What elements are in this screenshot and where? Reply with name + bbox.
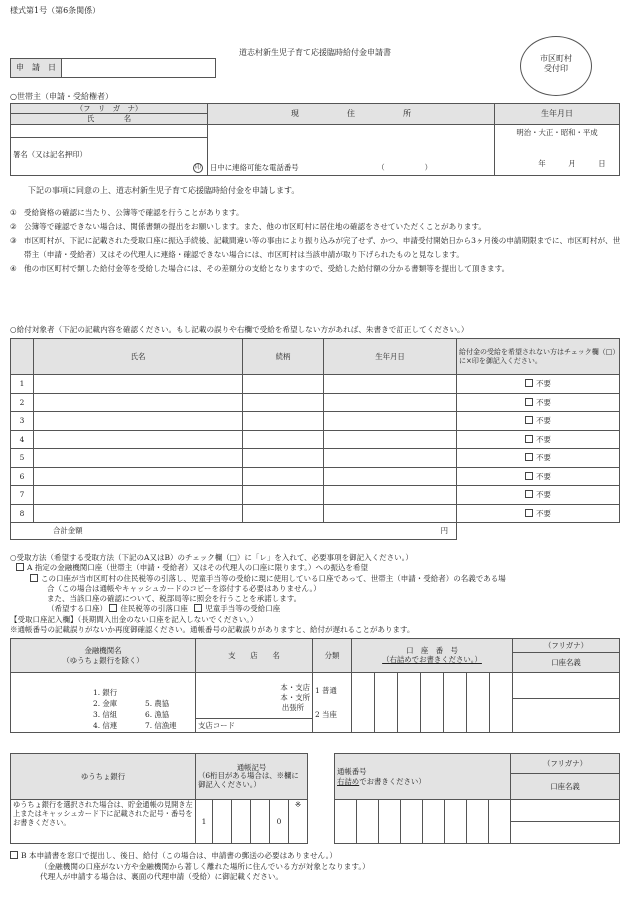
dob-label: 生年月日 [495, 104, 620, 125]
preferred-account: （希望する口座） 住民税等の引落口座 児童手当等の受給口座 [47, 604, 281, 614]
option-b-section [10, 851, 625, 883]
option-a-sub-line: また、当該口座の確認について、税部局等に照会を行うことを承諾します。 [47, 594, 302, 604]
note-item: ④ 他の市区町村で類した給付金等を受給した場合には、その差額分の支給となりますので、受給した給付額の分かる書類等を提出して頂きます。 [10, 264, 510, 273]
bank-inst-label: 金融機関名 （ゆうちょ銀行を除く） [11, 639, 196, 673]
acc-digit[interactable] [375, 673, 398, 733]
col-name: 氏名 [34, 339, 243, 375]
option-a-checkbox[interactable]: A 指定の金融機関口座（世帯主（申請・受給者）又はその代理人の口座に限ります。）への振込を希望 [10, 563, 625, 573]
form-title: 道志村新生児子育て応援臨時給付金申請書 [239, 48, 391, 57]
seal-mark: 印 [194, 163, 201, 171]
account-entry-label: 【受取口座記入欄】（長期間入出金のない口座を記入しないでください。） [10, 614, 258, 624]
option-b-note: （金融機関の口座がない方や金融機関から著しく離れた場所に住んでいる方が対象となります。） [40, 861, 370, 871]
bank-furigana-field[interactable] [513, 673, 620, 699]
yucho-furigana-field[interactable] [511, 800, 620, 822]
yucho-num-digit[interactable] [335, 800, 357, 844]
yucho-num-digit[interactable] [379, 800, 401, 844]
era-options[interactable]: 明治・大正・昭和・平成 [516, 127, 598, 137]
col-relation: 続柄 [243, 339, 324, 375]
apply-date-table [10, 58, 216, 78]
bank-furigana-label: （フリガナ） [513, 639, 620, 653]
option-a-sub-line: 合（この場合は通帳やキャッシュカードのコピーを添付する必要はありません。） [47, 583, 321, 593]
table-row: 2 不要 [11, 393, 620, 412]
stamp-line1: 市区町村 [540, 54, 572, 63]
day-label: 日 [598, 158, 606, 168]
yucho-code-digit[interactable] [251, 800, 270, 844]
col-decline: 給付金の受給を希望されない方はチェック欄（□）に×印を御記入ください。 [457, 339, 620, 375]
total-label: 合計金額 [53, 526, 83, 536]
table-row: 4 不要 [11, 430, 620, 449]
apply-date-label: 申 請 日 [11, 59, 62, 78]
yucho-table [10, 753, 620, 844]
yucho-num-digit[interactable] [445, 800, 467, 844]
householder-table [10, 103, 620, 176]
child-allowance-checkbox[interactable]: 児童手当等の受給口座 [194, 604, 280, 613]
row-number-header [11, 339, 34, 375]
target-heading: ○給付対象者（下記の記載内容を確認ください。もし記載の誤りや右欄で受給を希望しない方があれば、朱書きで訂正してください。） [10, 325, 469, 334]
table-row: 5 不要 [11, 449, 620, 468]
total-amount-field[interactable] [11, 523, 457, 540]
inst-kinds-b: 5. 農協 6. 漁協 7. 信漁連 [145, 699, 177, 730]
acc-digit[interactable] [421, 673, 444, 733]
decline-checkbox[interactable]: 不要 [457, 430, 620, 449]
yucho-num-digit[interactable] [467, 800, 489, 844]
yucho-code-digit[interactable] [232, 800, 251, 844]
yucho-num-digit[interactable] [423, 800, 445, 844]
yucho-code-digit: 0 [270, 800, 289, 844]
yucho-star: ※ [294, 800, 302, 809]
acc-digit[interactable] [444, 673, 467, 733]
decline-checkbox[interactable]: 不要 [457, 393, 620, 412]
bank-holder-label: 口座名義 [513, 653, 620, 673]
decline-checkbox[interactable]: 不要 [457, 412, 620, 431]
table-row: 6 不要 [11, 467, 620, 486]
notes-list [10, 206, 622, 276]
yucho-num-label: 通帳番号 右詰めでお書きください） [335, 754, 511, 800]
householder-heading: ○世帯主（申請・受給権者） [10, 92, 113, 101]
name-label: 氏 名 [11, 114, 208, 124]
yucho-num-digit[interactable] [401, 800, 423, 844]
dob-field[interactable] [495, 124, 620, 175]
decline-checkbox[interactable]: 不要 [457, 449, 620, 468]
yucho-num-digit[interactable] [357, 800, 379, 844]
yucho-note: ゆうちょ銀行を選択された場合は、貯金通帳の見開き左上またはキャッシュカード下に記載された記号・番号をお書きください。 [11, 800, 196, 844]
yucho-holder-field[interactable] [511, 822, 620, 844]
phone-label: 日中に連絡可能な電話番号 [210, 163, 299, 173]
stamp-line2: 受付印 [544, 64, 568, 74]
option-b-agent-note: 代理人が申請する場合は、裏面の代理申請（受給）に御記載ください。 [40, 872, 283, 881]
yucho-holder-label: 口座名義 [511, 774, 620, 800]
col-dob: 生年月日 [324, 339, 457, 375]
resident-tax-checkbox[interactable]: 住民税等の引落口座 [109, 604, 188, 613]
yen-label: 円 [440, 526, 448, 536]
yucho-num-digit[interactable] [489, 800, 511, 844]
bank-inst-field[interactable] [11, 673, 196, 733]
yucho-furigana-label: （フリガナ） [511, 754, 620, 774]
address-label: 現 住 所 [208, 104, 495, 125]
yucho-code-digit: 1 [196, 800, 213, 844]
branch-code-label: 支店コード [198, 720, 235, 730]
inst-kinds-a: 1. 銀行 2. 金庫 3. 信組 4. 信連 [93, 688, 118, 730]
table-row: 3 不要 [11, 412, 620, 431]
receive-section [10, 553, 625, 635]
bank-holder-field[interactable] [513, 699, 620, 733]
bank-branch-field[interactable]: 本・支店 本・支所 出張所 [196, 673, 313, 719]
address-field[interactable] [208, 124, 495, 175]
acc-digit[interactable] [490, 673, 513, 733]
yucho-code-digit[interactable] [213, 800, 232, 844]
year-label: 年 [538, 158, 546, 168]
target-table [10, 338, 620, 540]
signature-label: 署名（又は記名押印） [13, 149, 87, 159]
branch-code-field[interactable] [196, 719, 313, 733]
note-item: ① 受給資格の確認に当たり、公簿等で確認を行うことがあります。 [10, 208, 244, 217]
furigana-label: （フ リ ガ ナ） [11, 104, 208, 114]
bank-type-label: 分類 [313, 639, 352, 673]
table-row: 1 不要 [11, 375, 620, 394]
form-number: 様式第1号（第6条関係） [10, 6, 101, 15]
yucho-code-label: 通帳記号 （6桁目がある場合は、※欄に御記入ください。） [196, 754, 308, 800]
account-warning: ※通帳番号の記載誤りがないか再度御確認ください。通帳番号の記載誤りがありますと、給付が遅れることがあります。 [10, 625, 415, 635]
note-item: ③ 市区町村が、下記に記載された受取口座に振込手続後、記載間違い等の事由により振り込みが完了せず、かつ、申請受付開始日から3ヶ月後の申請期限までに、市区町村が、世帯主（申請・受給者）又はその代理人に連絡・確認できない場合には、市区町村は当該申請が取り下げられたものと見なします。 [10, 236, 621, 259]
decline-checkbox[interactable]: 不要 [457, 467, 620, 486]
yucho-label: ゆうちょ銀行 [11, 754, 196, 800]
month-label: 月 [568, 158, 576, 168]
phone-paren-close: ） [424, 163, 432, 173]
decline-checkbox[interactable]: 不要 [457, 504, 620, 523]
decline-checkbox[interactable]: 不要 [457, 486, 620, 505]
acc-digit[interactable] [467, 673, 490, 733]
table-row: 7 不要 [11, 486, 620, 505]
yucho-code-sixth-digit[interactable] [289, 800, 308, 844]
acc-digit[interactable] [398, 673, 421, 733]
note-item: ② 公簿等で確認できない場合は、関係書類の提出をお願いします。また、他の市区町村に居住地の確認をさせていただくことがあります。 [10, 222, 486, 231]
agreement-text: 下記の事項に同意の上、道志村新生児子育て応援臨時給付金を申請します。 [28, 186, 300, 195]
bank-accno-label: 口 座 番 号 （右詰めでお書きください。） [352, 639, 513, 673]
option-a-sub-checkbox[interactable]: この口座が当市区町村の住民税等の引落し、児童手当等の受給に現に使用している口座であって、世帯主（申請・受給者）の名義である場 [10, 574, 625, 584]
bank-branch-label: 支 店 名 [196, 639, 313, 673]
apply-date-field[interactable] [62, 59, 216, 78]
acc-digit[interactable] [352, 673, 375, 733]
bank-table [10, 638, 620, 733]
signature-field[interactable] [11, 137, 208, 175]
reception-stamp-area [520, 36, 592, 96]
table-row: 8 不要 [11, 504, 620, 523]
receive-heading: ○受取方法（希望する受取方法（下記のA又はB）のチェック欄（□）に「レ」を入れて、必要事項を御記入ください。） [10, 553, 413, 562]
bank-type-field[interactable]: 1 普通 2 当座 [313, 673, 352, 733]
phone-paren-open: （ [377, 163, 385, 173]
decline-checkbox[interactable]: 不要 [457, 375, 620, 394]
furigana-field[interactable] [11, 124, 208, 137]
option-b-checkbox[interactable]: B 本申請書を窓口で提出し、後日、給付（この場合は、申請書の郵送の必要はありません。） [10, 851, 625, 862]
